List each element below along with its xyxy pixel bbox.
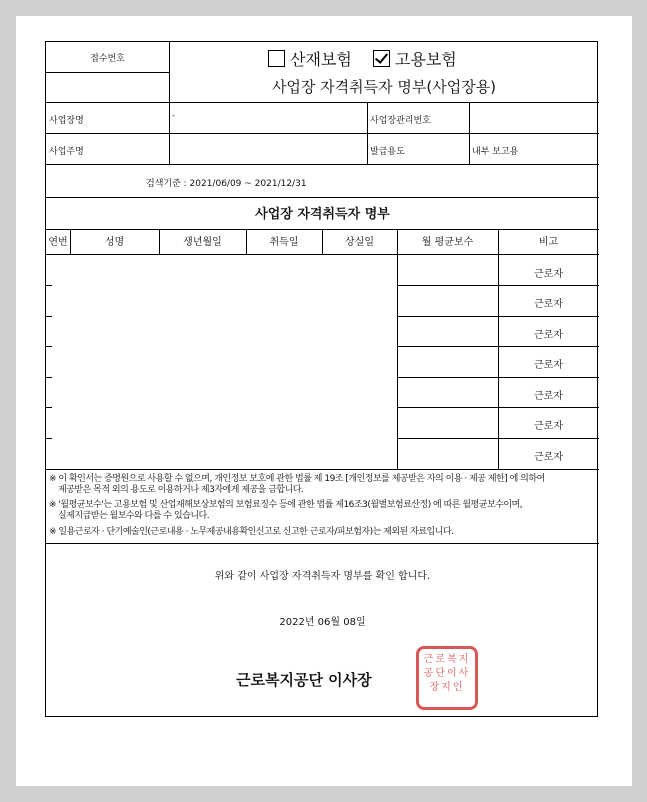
official-seal: [416, 646, 478, 710]
col-header-salary: 월 평균보수: [421, 237, 474, 248]
col-header-lost: 상실일: [345, 237, 374, 248]
issue-date: 2022년 06월 08일: [279, 617, 366, 628]
table-row-note: 근로자: [534, 299, 563, 310]
col-header-name: 성명: [104, 237, 125, 248]
table-row-note: 근로자: [534, 330, 563, 341]
col-header-note: 비고: [538, 237, 559, 248]
insurance-options: [268, 47, 457, 70]
table-row-note: 근로자: [534, 360, 563, 371]
note-3: ※ 일용근로자 · 단기예술인(근로내용 · 노무제공내용확인신고로 신고한 근로자/피보험자)는 제외된 자료입니다.: [49, 527, 454, 537]
table-row-note: 근로자: [534, 421, 563, 432]
purpose-value: 내부 보고용: [472, 147, 519, 157]
table-row-note: 근로자: [534, 269, 563, 280]
table-row-note: 근로자: [534, 391, 563, 402]
col-header-acquired: 취득일: [269, 237, 299, 248]
table-row-note: 근로자: [534, 452, 563, 463]
option1-label: 산재보험: [290, 50, 352, 69]
note-1-cont: 제공받은 목적 외의 용도로 이용하거나 제3자에게 제공을 금합니다.: [58, 485, 304, 495]
management-number-label: 사업장관리번호: [370, 116, 431, 126]
col-header-birth: 생년월일: [183, 237, 222, 248]
checked-checkbox-icon[interactable]: [373, 50, 390, 67]
purpose-label: 발급용도: [370, 147, 405, 157]
note-2: ※ '월평균보수'는 고용보험 및 산업재해보상보험의 보험료징수 등에 관한 법률 제16조3(월별보험료산정) 에 따른 월평균보수이며,: [49, 500, 523, 510]
note-2-cont: 실제지급받는 월보수와 다를 수 있습니다.: [58, 511, 210, 521]
col-header-no: 연번: [48, 237, 68, 248]
document-sheet: [16, 16, 632, 786]
seal-line-3: 장지인: [429, 682, 465, 693]
employment-insurance-checkbox[interactable]: [373, 50, 457, 69]
table-title: 사업장 자격취득자 명부: [255, 207, 390, 222]
search-period: 검색기준 : 2021/06/09 ~ 2021/12/31: [146, 179, 307, 189]
owner-label: 사업주명: [49, 147, 84, 157]
note-1: ※ 이 확인서는 증명원으로 사용할 수 없으며, 개인정보 보호에 관한 법률 제 19조 [개인정보를 제공받은 자의 이용 · 제공 제한] 에 의하여: [49, 474, 545, 484]
business-name-label: 사업장명: [49, 116, 84, 126]
redacted-area: [46, 255, 397, 469]
reception-label: 접수번호: [90, 54, 125, 64]
issuer-name: 근로복지공단 이사장: [236, 671, 372, 689]
industrial-accident-checkbox[interactable]: [268, 50, 352, 69]
business-name-value: -: [172, 111, 175, 120]
form-title: 사업장 자격취득자 명부(사업장용): [271, 78, 497, 96]
certificate-form: [45, 41, 598, 717]
confirm-text: 위와 같이 사업장 자격취득자 명부를 확인 합니다.: [214, 571, 431, 582]
option2-label: 고용보험: [394, 50, 457, 69]
seal-line-1: 근로복지: [423, 654, 471, 665]
seal-line-2: 공단이사: [423, 668, 471, 679]
checkbox-icon[interactable]: [268, 50, 285, 67]
